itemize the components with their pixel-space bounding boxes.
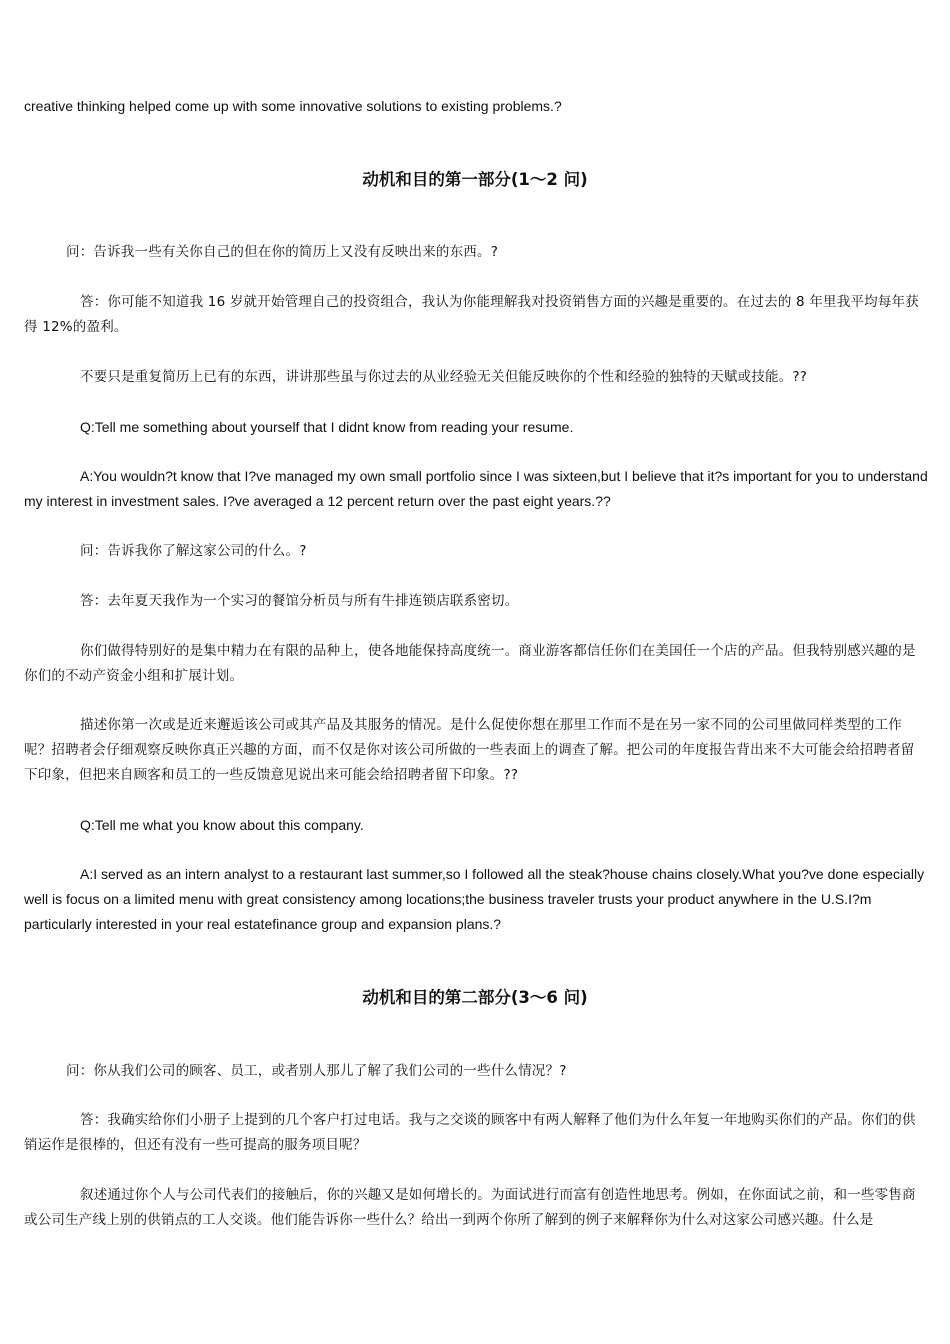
answer-2-en: A:I served as an intern analyst to a restaurant last summer,so I followed all the steak?house chains closely.What you?ve done especially well is focus on a limited menu with great consistency among locations;the business traveler trusts your product anywhere in the U.S.I?m particularly interested in your real estatefinance group and expansion plans.? xyxy=(24,866,928,932)
answer-2-zh: 答：去年夏天我作为一个实习的餐馆分析员与所有牛排连锁店联系密切。 xyxy=(80,593,519,609)
section-heading-part-one: 动机和目的第一部分(1～2 问) xyxy=(362,170,588,189)
continuation-text: creative thinking helped come up with some innovative solutions to existing problems.? xyxy=(24,98,562,114)
tip-1-zh: 不要只是重复简历上已有的东西，讲讲那些虽与你过去的从业经验无关但能反映你的个性和经验的独特的天赋或技能。?? xyxy=(80,369,808,385)
tip-3-zh: 叙述通过你个人与公司代表们的接触后，你的兴趣又是如何增长的。为面试进行而富有创造性地思考。例如，在你面试之前，和一些零售商或公司生产线上别的供销点的工人交谈。他们能告诉你一些什么？给出一到两个你所了解到的例子来解释你为什么对这家公司感兴趣。什么是 xyxy=(24,1187,916,1228)
answer-1-en: A:You wouldn?t know that I?ve managed my own small portfolio since I was sixteen,but I believe that it?s important for you to understand my interest in investment sales. I?ve averaged a 12 percent return over the past eight years.?? xyxy=(24,468,932,509)
question-3-zh: 问：你从我们公司的顾客、员工，或者别人那儿了解了我们公司的一些什么情况？? xyxy=(66,1063,567,1079)
tip-2-zh: 描述你第一次或是近来邂逅该公司或其产品及其服务的情况。是什么促使你想在那里工作而不是在另一家不同的公司里做同样类型的工作呢？招聘者会仔细观察反映你真正兴趣的方面，而不仅是你对该公司所做的一些表面上的调查了解。把公司的年度报告背出来不大可能会给招聘者留下印象，但把来自顾客和员工的一些反馈意见说出来可能会给招聘者留下印象。?? xyxy=(24,717,915,783)
section-heading-part-two: 动机和目的第二部分(3～6 问) xyxy=(362,988,588,1007)
question-2-zh: 问：告诉我你了解这家公司的什么。? xyxy=(80,543,307,559)
answer-1-zh: 答：你可能不知道我 16 岁就开始管理自己的投资组合，我认为你能理解我对投资销售方面的兴趣是重要的。在过去的 8 年里我平均每年获得 12%的盈利。 xyxy=(24,294,919,335)
question-1-zh: 问：告诉我一些有关你自己的但在你的简历上又没有反映出来的东西。? xyxy=(66,244,499,260)
answer-2-continued-zh: 你们做得特别好的是集中精力在有限的品种上，使各地能保持高度统一。商业游客都信任你们在美国任一个店的产品。但我特别感兴趣的是你们的不动产资金小组和扩展计划。 xyxy=(24,643,916,684)
answer-3-zh: 答：我确实给你们小册子上提到的几个客户打过电话。我与之交谈的顾客中有两人解释了他们为什么年复一年地购买你们的产品。你们的供销运作是很棒的，但还有没有一些可提高的服务项目呢？ xyxy=(24,1112,916,1153)
question-1-en: Q:Tell me something about yourself that I didnt know from reading your resume. xyxy=(80,419,574,435)
question-2-en: Q:Tell me what you know about this company. xyxy=(80,817,364,833)
